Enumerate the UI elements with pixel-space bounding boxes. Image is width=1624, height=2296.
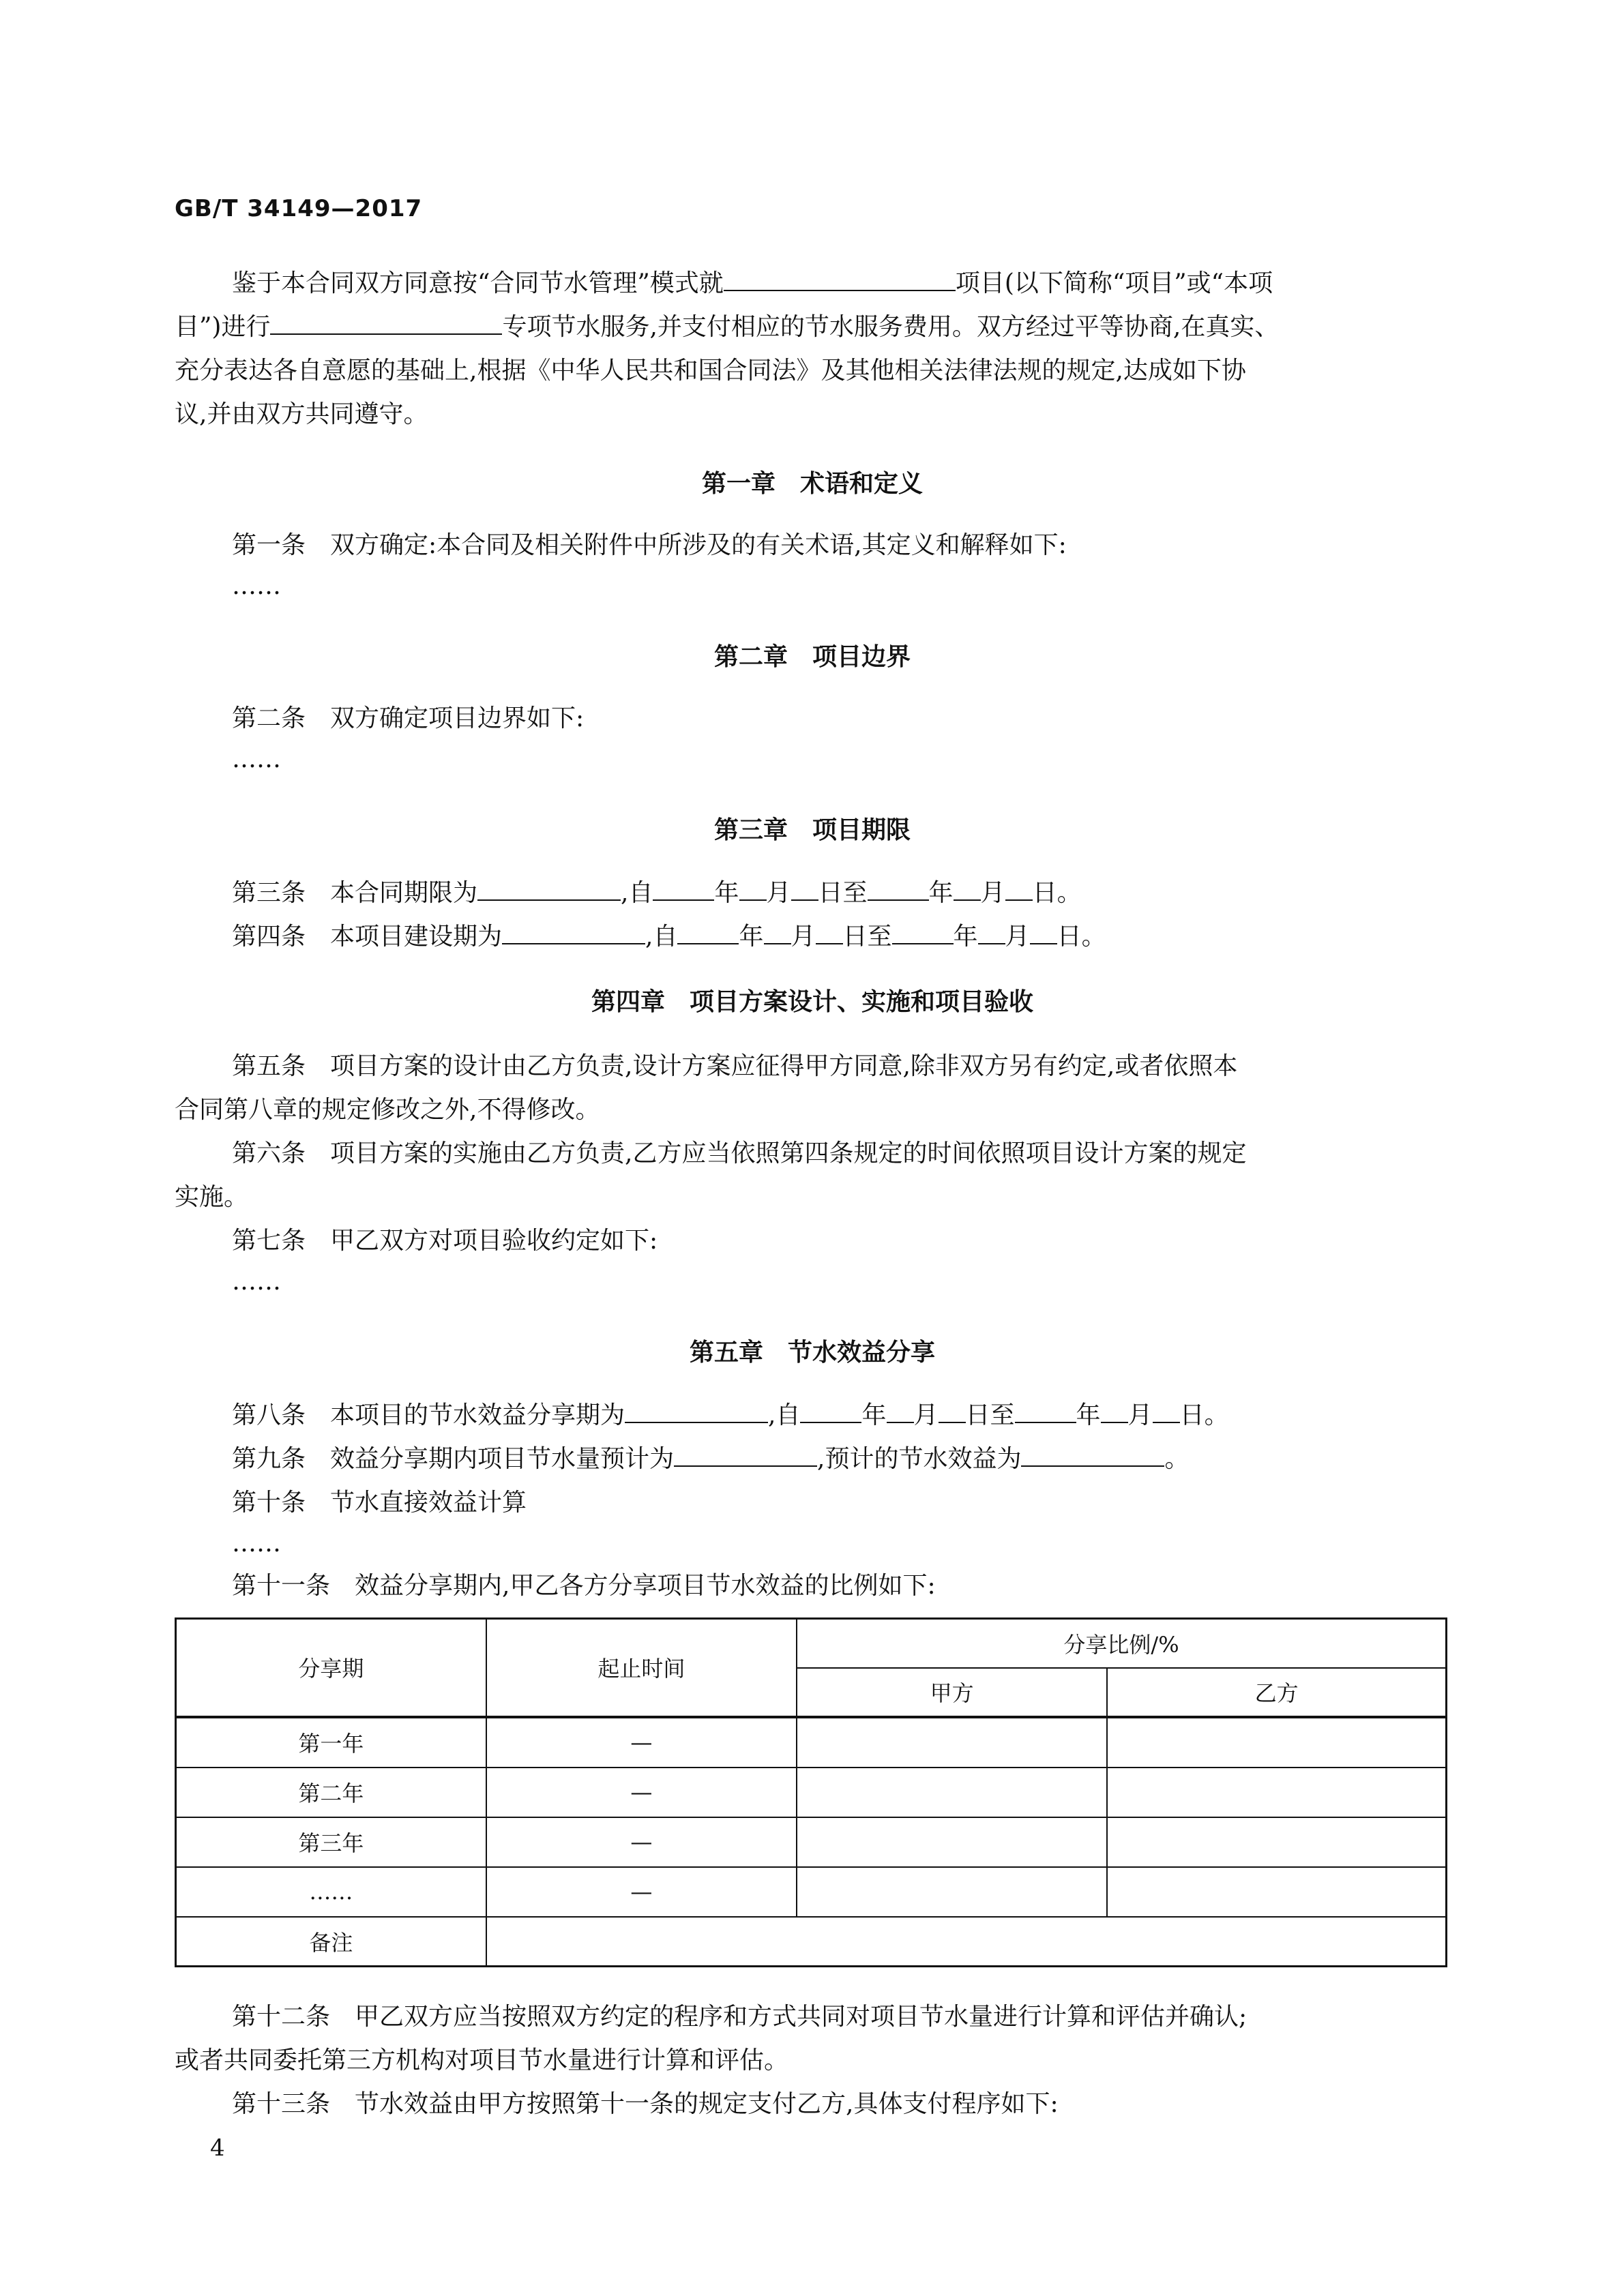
article-11: 第十一条 效益分享期内,甲乙各方分享项目节水效益的比例如下: — [232, 1572, 936, 1600]
article-5-line-1: 第五条 项目方案的设计由乙方负责,设计方案应征得甲方同意,除非双方另有约定,或者依照本 — [232, 1052, 1238, 1080]
article-10: 第十条 节水直接效益计算 — [232, 1489, 527, 1517]
chapter-4-title: 第四章 项目方案设计、实施和项目验收 — [591, 988, 1033, 1016]
article-13: 第十三条 节水效益由甲方按照第十一条的规定支付乙方,具体支付程序如下: — [232, 2090, 1059, 2118]
row-time: — — [486, 1768, 797, 1817]
row-time: — — [486, 1717, 797, 1768]
header-ratio: 分享比例/% — [797, 1619, 1446, 1668]
ellipsis: …… — [232, 1530, 281, 1557]
header-party-a: 甲方 — [797, 1668, 1107, 1717]
article-9: 第九条 效益分享期内项目节水量预计为 ,预计的节水效益为 。 — [232, 1445, 1190, 1473]
intro-line-3: 充分表达各自意愿的基础上,根据《中华人民共和国合同法》及其他相关法律法规的规定,达成如下协 — [175, 357, 1246, 385]
article-7: 第七条 甲乙双方对项目验收约定如下: — [232, 1227, 658, 1255]
ellipsis: …… — [232, 1268, 281, 1296]
intro-line-4: 议,并由双方共同遵守。 — [175, 400, 428, 428]
row-party-a — [797, 1817, 1107, 1867]
article-2: 第二条 双方确定项目边界如下: — [232, 704, 585, 732]
row-time: — — [486, 1867, 797, 1917]
intro-line-2: 目”)进行 专项节水服务,并支付相应的节水服务费用。双方经过平等协商,在真实、 — [175, 313, 1280, 341]
article-6-line-1: 第六条 项目方案的实施由乙方负责,乙方应当依照第四条规定的时间依照项目设计方案的规定 — [232, 1139, 1247, 1167]
chapter-2-title: 第二章 项目边界 — [713, 643, 911, 671]
benefit-share-table — [175, 1617, 1447, 1967]
row-period: 第二年 — [176, 1768, 486, 1817]
row-party-b — [1107, 1817, 1446, 1867]
article-6-line-2: 实施。 — [175, 1183, 249, 1211]
article-1: 第一条 双方确定:本合同及相关附件中所涉及的有关术语,其定义和解释如下: — [232, 531, 1067, 559]
row-period: …… — [176, 1867, 486, 1917]
article-8: 第八条 本项目的节水效益分享期为 ,自 年 月 日至 年 月 日。 — [232, 1401, 1229, 1429]
standard-code: GB/T 34149—2017 — [175, 195, 423, 222]
table-row-remark — [176, 1917, 1447, 1967]
article-4: 第四条 本项目建设期为 ,自 年 月 日至 年 月 日。 — [232, 923, 1106, 951]
table-row — [176, 1867, 1447, 1917]
table-row — [176, 1817, 1447, 1867]
article-12-line-2: 或者共同委托第三方机构对项目节水量进行计算和评估。 — [175, 2046, 789, 2074]
intro-line-1: 鉴于本合同双方同意按“合同节水管理”模式就 项目(以下简称“项目”或“本项 — [232, 269, 1273, 297]
row-party-b — [1107, 1717, 1446, 1768]
row-period: 第三年 — [176, 1817, 486, 1867]
chapter-1-title: 第一章 术语和定义 — [701, 470, 923, 498]
row-party-a — [797, 1717, 1107, 1768]
ellipsis: …… — [232, 745, 281, 773]
header-time: 起止时间 — [486, 1619, 797, 1717]
header-party-b: 乙方 — [1107, 1668, 1446, 1717]
article-5-line-2: 合同第八章的规定修改之外,不得修改。 — [175, 1096, 600, 1124]
row-party-a — [797, 1768, 1107, 1817]
header-period: 分享期 — [176, 1619, 486, 1717]
row-party-b — [1107, 1768, 1446, 1817]
article-3: 第三条 本合同期限为 ,自 年 月 日至 年 月 日。 — [232, 879, 1082, 907]
chapter-5-title: 第五章 节水效益分享 — [689, 1339, 935, 1367]
row-party-b — [1107, 1867, 1446, 1917]
row-time: — — [486, 1817, 797, 1867]
table-row — [176, 1768, 1447, 1817]
article-12-line-1: 第十二条 甲乙双方应当按照双方约定的程序和方式共同对项目节水量进行计算和评估并确认; — [232, 2003, 1247, 2031]
page-number: 4 — [210, 2134, 225, 2162]
row-period: 第一年 — [176, 1717, 486, 1768]
remark-value — [486, 1917, 1447, 1967]
remark-label: 备注 — [176, 1917, 486, 1967]
chapter-3-title: 第三章 项目期限 — [713, 816, 911, 844]
row-party-a — [797, 1867, 1107, 1917]
ellipsis: …… — [232, 572, 281, 600]
table-row — [176, 1717, 1447, 1768]
